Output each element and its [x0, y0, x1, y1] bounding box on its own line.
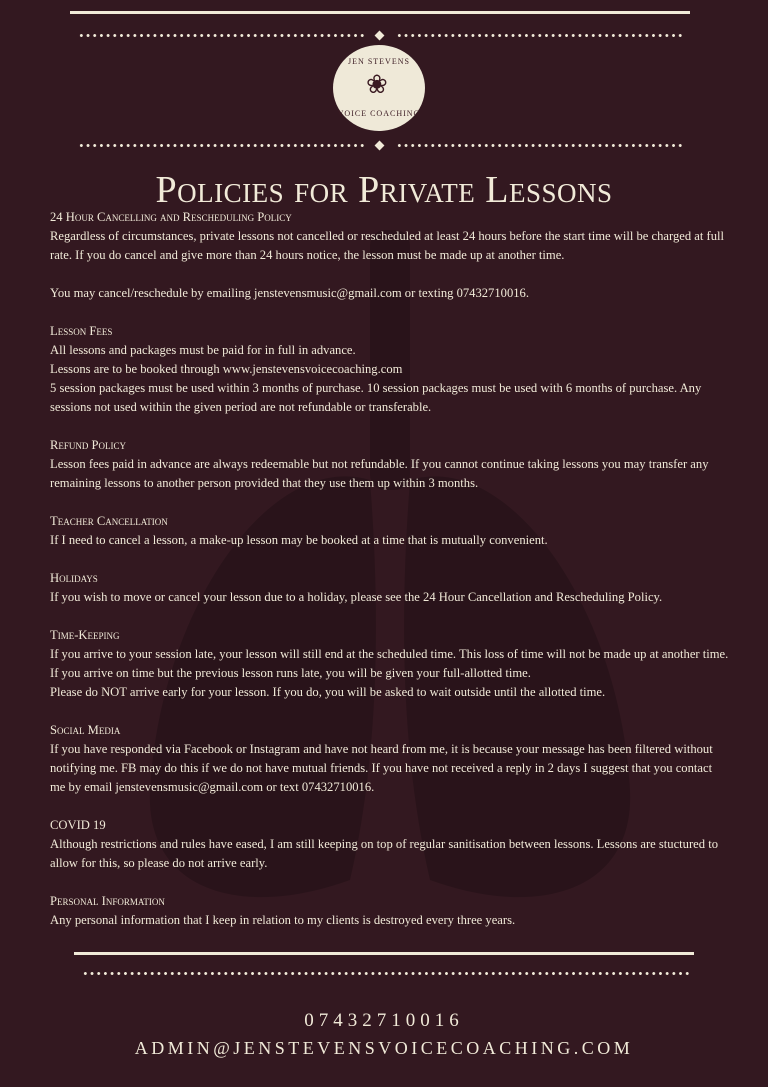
- section-text: All lessons and packages must be paid for in full in advance.: [50, 343, 356, 357]
- policy-section: [50, 436, 730, 493]
- section-heading: Lesson Fees: [50, 324, 113, 338]
- policy-section: [50, 512, 730, 550]
- section-text: If you arrive to your session late, your lesson will still end at the scheduled time. This loss of time will not be made up at another time. If you arrive on time but the previous lesson runs late, you will be given your full-allotted time.: [50, 647, 729, 680]
- section-text: Any personal information that I keep in relation to my clients is destroyed every three years.: [50, 913, 516, 927]
- section-heading: Teacher Cancellation: [50, 514, 168, 528]
- rose-icon: ❀: [366, 70, 388, 99]
- section-heading: Time-Keeping: [50, 628, 120, 642]
- section-text: 5 session packages must be used within 3 months of purchase. 10 session packages must be used with 6 months of purchase. Any sessions not used within the given period are not refundable or transferable.: [50, 381, 702, 414]
- logo: [333, 45, 425, 131]
- section-text: If I need to cancel a lesson, a make-up lesson may be booked at a time that is mutually convenient.: [50, 533, 548, 547]
- section-text: Please do NOT arrive early for your lesson. If you do, you will be asked to wait outside until the allotted time.: [50, 685, 606, 699]
- policy-section: [50, 569, 730, 607]
- top-rule: [70, 11, 690, 14]
- section-text: Regardless of circumstances, private lessons not cancelled or rescheduled at least 24 hours before the start time will be charged at full rate. If you do cancel and give more than 24 hours notice, the lesson must be made up at another time.: [50, 229, 724, 262]
- section-text: If you wish to move or cancel your lesson due to a holiday, please see the 24 Hour Cancellation and Rescheduling Policy.: [50, 590, 663, 604]
- section-heading: Social Media: [50, 723, 121, 737]
- policy-section: [50, 322, 730, 417]
- section-text: If you have responded via Facebook or Instagram and have not heard from me, it is because your message has been filtered without notifying me. FB may do this if we do not have mutual friends. If you have not received a reply in 2 days I suggest that you contact me by email jenstevensmusic@gmail.com or text 07432710016.: [50, 742, 713, 794]
- top-dotted-divider-right: [396, 34, 684, 37]
- policy-section: [50, 721, 730, 797]
- diamond-ornament: [375, 31, 385, 41]
- policy-section: [50, 626, 730, 702]
- section-heading: Holidays: [50, 571, 98, 585]
- diamond-ornament: [375, 141, 385, 151]
- section-heading: 24 Hour Cancelling and Rescheduling Policy: [50, 210, 292, 224]
- logo-dotted-divider-right: [396, 144, 684, 147]
- section-heading: COVID 19: [50, 818, 106, 832]
- footer-email: ADMIN@JENSTEVENSVOICECOACHING.COM: [134, 1038, 634, 1058]
- section-heading: Refund Policy: [50, 438, 127, 452]
- logo-dotted-divider-left: [78, 144, 366, 147]
- logo-top-text: JEN STEVENS: [348, 57, 410, 66]
- footer-phone: 07432710016: [304, 1010, 464, 1031]
- section-text: Lesson fees paid in advance are always redeemable but not refundable. If you cannot continue taking lessons you may transfer any remaining lessons to another person provided that they use them up within 3 months.: [50, 457, 709, 490]
- page-title: Policies for Private Lessons: [155, 169, 613, 211]
- policy-section: [50, 208, 730, 265]
- bottom-rule: [74, 952, 694, 955]
- top-dotted-divider-left: [78, 34, 366, 37]
- policy-section: [50, 816, 730, 873]
- section-text: Lessons are to be booked through www.jenstevensvoicecoaching.com: [50, 362, 403, 376]
- logo-bottom-text: VOICE COACHING: [337, 109, 421, 118]
- section-heading: Personal Information: [50, 894, 165, 908]
- policies-content: [50, 208, 730, 949]
- section-text: You may cancel/reschedule by emailing jenstevensmusic@gmail.com or texting 07432710016.: [50, 286, 529, 300]
- bottom-dotted-divider: [82, 972, 690, 975]
- policy-section: [50, 892, 730, 930]
- section-text: Although restrictions and rules have eased, I am still keeping on top of regular sanitisation between lessons. Lessons are stuctured to allow for this, so please do not arrive early.: [50, 837, 719, 870]
